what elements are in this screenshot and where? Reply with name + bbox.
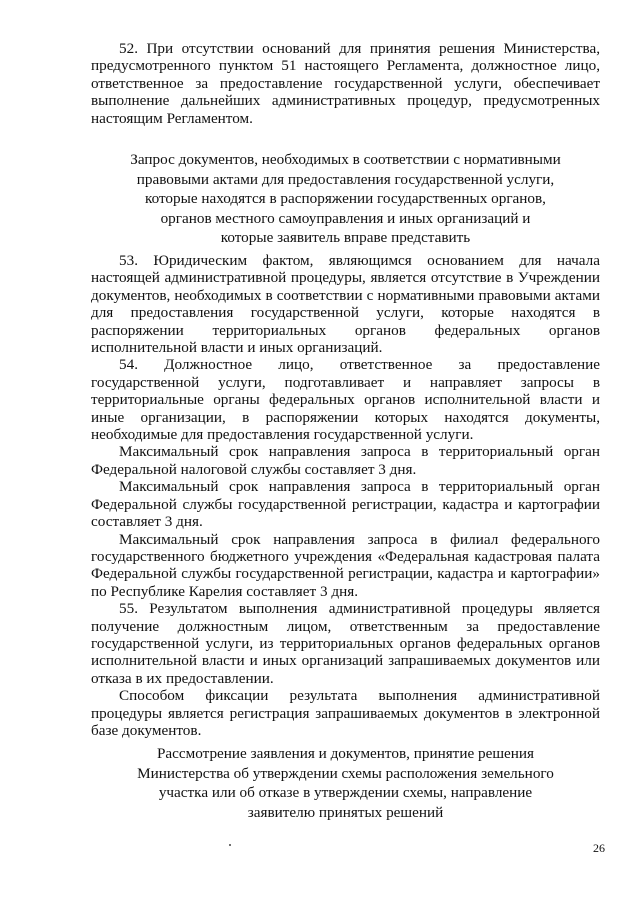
section-heading-application-review <box>91 744 600 822</box>
scan-speck <box>229 844 231 846</box>
paragraph-52: 52. При отсутствии оснований для принятия решения Министерства, предусмотренного пунктом 51 настоящего Регламента, должностное лицо, ответственное за предоставление государственной услуги, обеспечивает выполнение дальнейших административных процедур, предусмотренных настоящим Регламентом. <box>91 40 600 127</box>
heading-line: органов местного самоуправления и иных организаций и <box>160 209 531 227</box>
paragraph-max-term-tax: Максимальный срок направления запроса в территориальный орган Федеральной налоговой службы составляет 3 дня. <box>91 443 600 478</box>
heading-line: Запрос документов, необходимых в соответствии с нормативными <box>130 151 561 168</box>
paragraph-53: 53. Юридическим фактом, являющимся основанием для начала настоящей административной процедуры, является отсутствие в Учреждении документов, необходимых в соответствии с нормативными правовыми актами для предоставления государственной услуги, которые находятся в распоряжении территориальных органов федеральных органов исполнительной власти и иных организаций. <box>91 252 600 357</box>
paragraph-max-term-registration: Максимальный срок направления запроса в территориальный орган Федеральной службы государственной регистрации, кадастра и картографии составляет 3 дня. <box>91 478 600 531</box>
heading-line: которые заявитель вправе представить <box>220 229 471 247</box>
paragraph-52-block <box>91 40 600 127</box>
main-text-block <box>91 252 600 739</box>
heading-line: Министерства об утверждении схемы расположения земельного <box>137 764 554 782</box>
paragraph-55: 55. Результатом выполнения административной процедуры является получение должностным лицом, ответственным за предоставление государственной услуги, из территориальных органов федеральных органов исполнительной власти и иных организаций запрашиваемых документов или отказа в их предоставлении. <box>91 600 600 687</box>
heading-line: заявителю принятых решений <box>247 803 444 821</box>
heading-line: участка или об отказе в утверждении схемы, направление <box>158 784 533 802</box>
section-heading-document-requests <box>91 150 600 248</box>
heading-line: правовыми актами для предоставления государственной услуги, <box>136 170 555 188</box>
paragraph-fixation-method: Способом фиксации результата выполнения административной процедуры является регистрация запрашиваемых документов в электронной базе документов. <box>91 687 600 739</box>
paragraph-max-term-cadastral: Максимальный срок направления запроса в филиал федерального государственного бюджетного учреждения «Федеральная кадастровая палата Федеральной службы государственной регистрации, кадастра и картографии» по Республике Карелия составляет 3 дня. <box>91 530 600 600</box>
paragraph-54: 54. Должностное лицо, ответственное за предоставление государственной услуги, подготавливает и направляет запросы в территориальные органы федеральных органов исполнительной власти и иные организации, в распоряжении которых находятся документы, необходимые для предоставления государственной услуги. <box>91 356 600 444</box>
heading-line: Рассмотрение заявления и документов, принятие решения <box>156 745 535 762</box>
heading-line: которые находятся в распоряжении государственных органов, <box>145 190 546 208</box>
page-number: 26 <box>593 841 605 855</box>
